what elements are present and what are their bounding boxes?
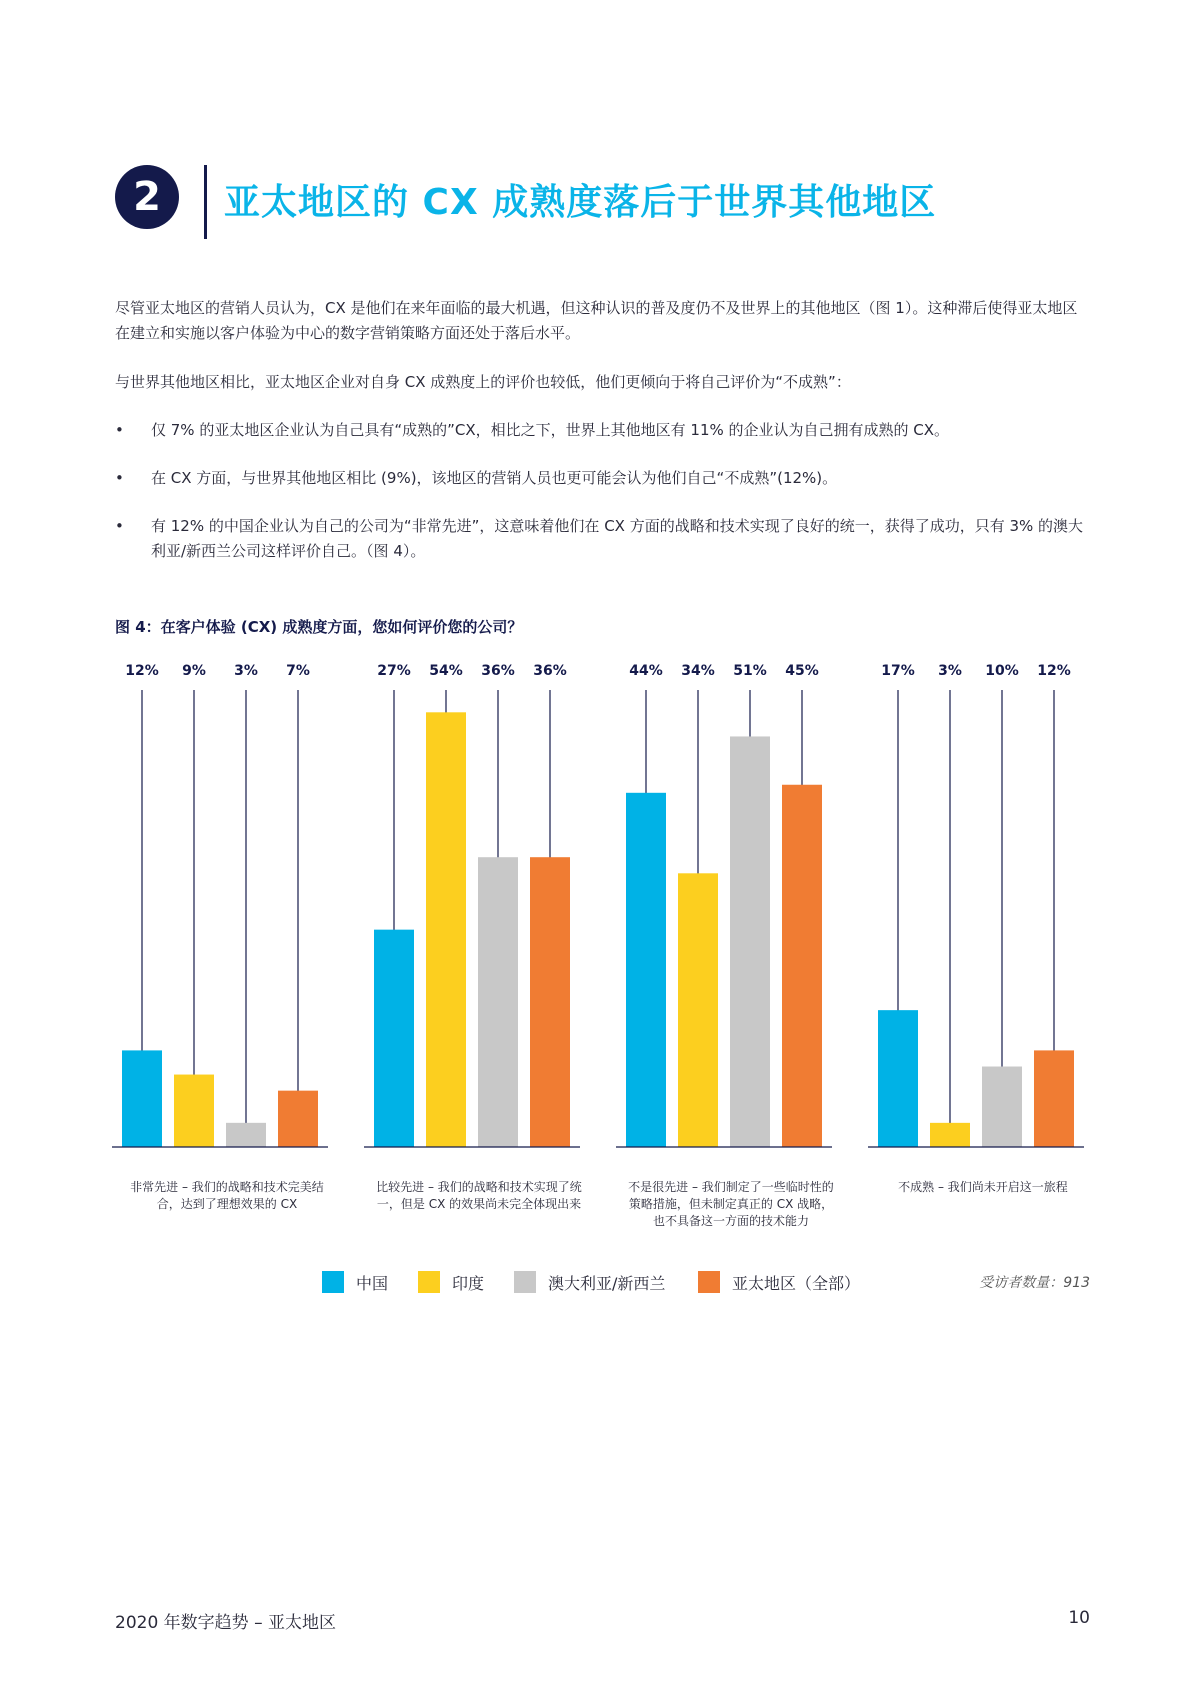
bar-亚太地区（全部）-3	[1034, 1050, 1074, 1147]
bar-value-label: 51%	[733, 663, 767, 679]
bar-value-label: 17%	[881, 663, 915, 679]
bar-value-label: 3%	[234, 663, 258, 679]
bar-澳大利亚/新西兰-2	[730, 736, 770, 1147]
bar-印度-3	[930, 1123, 970, 1147]
bar-印度-2	[678, 873, 718, 1147]
page-number: 10	[1068, 1608, 1090, 1628]
bullet-text: 仅 7% 的亚太地区企业认为自己具有“成熟的”CX，相比之下，世界上其他地区有 11% 的企业认为自己拥有成熟的 CX。	[151, 421, 950, 439]
bar-澳大利亚/新西兰-1	[478, 857, 518, 1147]
bar-亚太地区（全部）-0	[278, 1091, 318, 1147]
category-label: 不成熟 – 我们尚未开启这一旅程	[898, 1180, 1068, 1194]
bar-value-label: 34%	[681, 663, 715, 679]
category-label: 非常先进 – 我们的战略和技术完美结合，达到了理想效果的 CX	[130, 1180, 324, 1211]
legend-label: 亚太地区（全部）	[732, 1273, 861, 1293]
bullet-marker: •	[115, 517, 124, 535]
legend-item-apac	[698, 1270, 860, 1294]
bar-value-label: 36%	[481, 663, 515, 679]
intro-paragraph: 尽管亚太地区的营销人员认为，CX 是他们在来年面临的最大机遇，但这种认识的普及度仍不及世界上的其他地区（图 1）。这种滞后使得亚太地区在建立和实施以客户体验为中心的数字营销策略方面还处于落后水平。	[115, 299, 1078, 342]
category-label: 不是很先进 – 我们制定了一些临时性的策略措施，但未制定真正的 CX 战略，也不具备这一方面的技术能力	[628, 1180, 834, 1228]
bar-value-label: 45%	[785, 663, 819, 679]
legend-swatch	[698, 1271, 720, 1293]
bullet-marker: •	[115, 421, 124, 439]
bar-value-label: 7%	[286, 663, 310, 679]
legend-label: 中国	[356, 1273, 389, 1293]
legend-swatch	[418, 1271, 440, 1293]
bar-value-label: 36%	[533, 663, 567, 679]
figure-title: 图 4：在客户体验 (CX) 成熟度方面，您如何评价您的公司？	[115, 618, 523, 636]
respondents-note: 受访者数量：913	[979, 1275, 1090, 1291]
bar-澳大利亚/新西兰-0	[226, 1123, 266, 1147]
bar-value-label: 12%	[125, 663, 159, 679]
legend-item-india	[418, 1270, 484, 1294]
bar-中国-1	[374, 930, 414, 1147]
bar-亚太地区（全部）-1	[530, 857, 570, 1147]
bar-亚太地区（全部）-2	[782, 785, 822, 1147]
bar-value-label: 12%	[1037, 663, 1071, 679]
legend-label: 印度	[452, 1273, 485, 1293]
legend-item-china	[322, 1270, 388, 1294]
legend-swatch	[322, 1271, 344, 1293]
page-title: 亚太地区的 CX 成熟度落后于世界其他地区	[224, 182, 937, 223]
section-number-badge: 2	[115, 165, 179, 229]
legend-label: 澳大利亚/新西兰	[548, 1273, 666, 1293]
legend-item-anz	[514, 1270, 665, 1294]
bar-value-label: 9%	[182, 663, 206, 679]
bar-澳大利亚/新西兰-3	[982, 1067, 1022, 1148]
bullet-marker: •	[115, 469, 124, 487]
bar-value-label: 44%	[629, 663, 663, 679]
bar-value-label: 3%	[938, 663, 962, 679]
bullet-text: 在 CX 方面，与世界其他地区相比 (9%)，该地区的营销人员也更可能会认为他们自己“不成熟”(12%)。	[151, 469, 838, 487]
comparison-paragraph: 与世界其他地区相比，亚太地区企业对自身 CX 成熟度上的评价也较低，他们更倾向于将自己评价为“不成熟”：	[115, 373, 851, 391]
bar-value-label: 27%	[377, 663, 411, 679]
bar-中国-0	[122, 1050, 162, 1147]
bullet-text: 有 12% 的中国企业认为自己的公司为“非常先进”，这意味着他们在 CX 方面的战略和技术实现了良好的统一，获得了成功，只有 3% 的澳大利亚/新西兰公司这样评价自己。（图 4）。	[151, 517, 1084, 560]
bar-印度-0	[174, 1075, 214, 1147]
bar-印度-1	[426, 712, 466, 1147]
footer-title: 2020 年数字趋势 – 亚太地区	[115, 1613, 336, 1633]
legend-swatch	[514, 1271, 536, 1293]
bar-中国-3	[878, 1010, 918, 1147]
bar-中国-2	[626, 793, 666, 1147]
category-label: 比较先进 – 我们的战略和技术实现了统一，但是 CX 的效果尚未完全体现出来	[376, 1180, 582, 1211]
bar-value-label: 54%	[429, 663, 463, 679]
bar-value-label: 10%	[985, 663, 1019, 679]
